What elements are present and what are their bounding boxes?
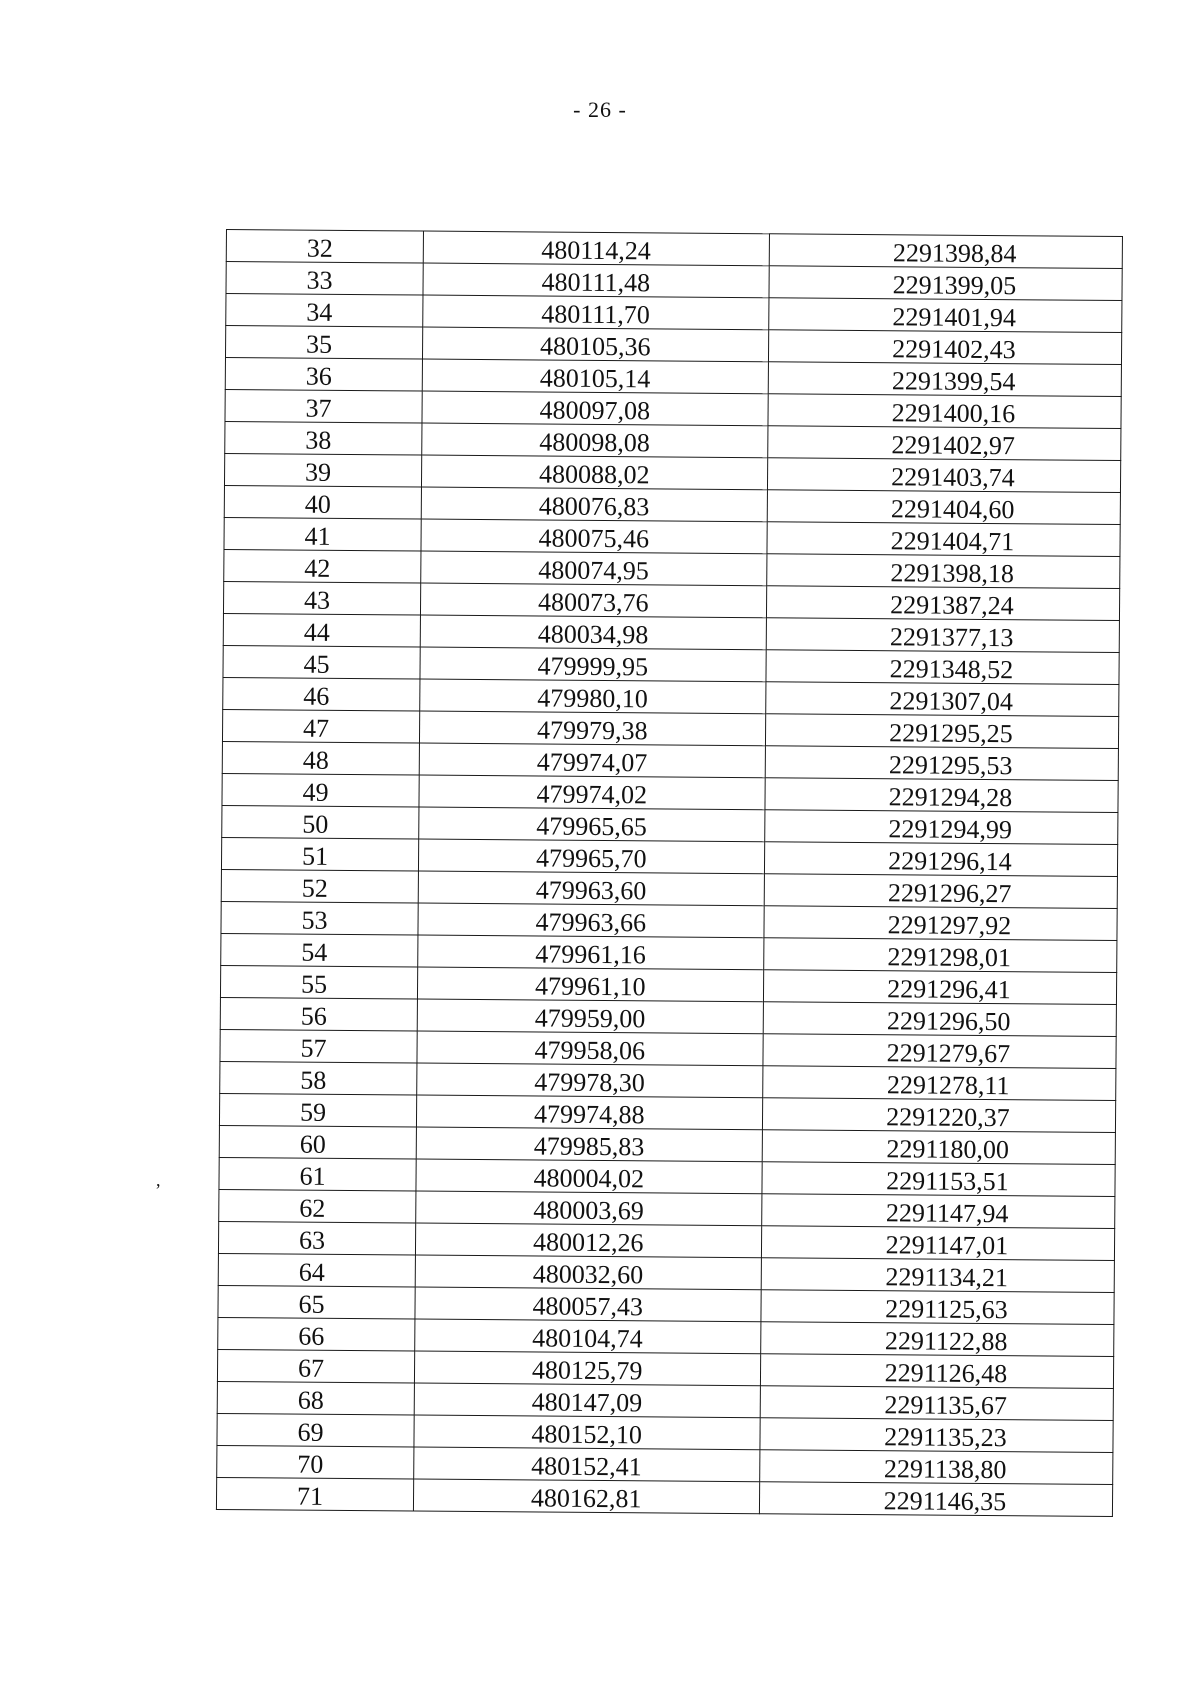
- x-coordinate-cell: 480111,70: [422, 295, 768, 330]
- point-number-cell: 46: [223, 677, 420, 711]
- point-number-cell: 69: [217, 1413, 414, 1447]
- point-number-cell: 67: [217, 1349, 414, 1383]
- y-coordinate-cell: 2291294,28: [765, 778, 1118, 813]
- y-coordinate-cell: 2291400,16: [768, 394, 1121, 429]
- y-coordinate-cell: 2291398,18: [766, 554, 1119, 589]
- point-number-cell: 48: [222, 741, 419, 775]
- stray-mark: ,: [156, 1170, 161, 1190]
- point-number-cell: 68: [217, 1381, 414, 1415]
- y-coordinate-cell: 2291146,35: [759, 1482, 1112, 1517]
- point-number-cell: 44: [223, 613, 420, 647]
- y-coordinate-cell: 2291134,21: [761, 1258, 1114, 1293]
- point-number-cell: 47: [222, 709, 419, 743]
- x-coordinate-cell: 480004,02: [416, 1159, 762, 1194]
- y-coordinate-cell: 2291295,53: [765, 746, 1118, 781]
- point-number-cell: 59: [219, 1093, 416, 1127]
- point-number-cell: 65: [218, 1285, 415, 1319]
- point-number-cell: 51: [221, 837, 418, 871]
- point-number-cell: 40: [224, 485, 421, 519]
- point-number-cell: 66: [218, 1317, 415, 1351]
- x-coordinate-cell: 480032,60: [415, 1255, 761, 1290]
- x-coordinate-cell: 480076,83: [421, 487, 767, 522]
- y-coordinate-cell: 2291296,41: [763, 970, 1116, 1005]
- point-number-cell: 70: [217, 1445, 414, 1479]
- x-coordinate-cell: 479974,07: [419, 743, 765, 778]
- x-coordinate-cell: 480105,14: [422, 359, 768, 394]
- x-coordinate-cell: 480097,08: [422, 391, 768, 426]
- x-coordinate-cell: 480105,36: [422, 327, 768, 362]
- y-coordinate-cell: 2291402,97: [767, 426, 1120, 461]
- y-coordinate-cell: 2291404,71: [767, 522, 1120, 557]
- x-coordinate-cell: 480074,95: [420, 551, 766, 586]
- x-coordinate-cell: 480098,08: [421, 423, 767, 458]
- x-coordinate-cell: 479959,00: [417, 999, 763, 1034]
- point-number-cell: 33: [226, 262, 423, 296]
- y-coordinate-cell: 2291387,24: [766, 586, 1119, 621]
- point-number-cell: 54: [221, 933, 418, 967]
- point-number-cell: 45: [223, 645, 420, 679]
- y-coordinate-cell: 2291135,23: [760, 1418, 1113, 1453]
- y-coordinate-cell: 2291297,92: [764, 906, 1117, 941]
- x-coordinate-cell: 479963,66: [418, 903, 764, 938]
- x-coordinate-cell: 479965,70: [418, 839, 764, 874]
- x-coordinate-cell: 480111,48: [423, 263, 769, 298]
- point-number-cell: 32: [226, 230, 423, 264]
- y-coordinate-cell: 2291220,37: [762, 1098, 1115, 1133]
- y-coordinate-cell: 2291298,01: [763, 938, 1116, 973]
- point-number-cell: 38: [225, 421, 422, 455]
- x-coordinate-cell: 479974,88: [416, 1095, 762, 1130]
- y-coordinate-cell: 2291295,25: [765, 714, 1118, 749]
- x-coordinate-cell: 480073,76: [420, 583, 766, 618]
- point-number-cell: 56: [220, 997, 417, 1031]
- x-coordinate-cell: 480152,10: [414, 1415, 760, 1450]
- x-coordinate-cell: 479978,30: [416, 1063, 762, 1098]
- x-coordinate-cell: 480075,46: [421, 519, 767, 554]
- point-number-cell: 36: [225, 357, 422, 391]
- point-number-cell: 42: [224, 549, 421, 583]
- y-coordinate-cell: 2291138,80: [759, 1450, 1112, 1485]
- y-coordinate-cell: 2291399,54: [768, 362, 1121, 397]
- x-coordinate-cell: 480057,43: [415, 1287, 761, 1322]
- x-coordinate-cell: 479980,10: [419, 679, 765, 714]
- x-coordinate-cell: 480088,02: [421, 455, 767, 490]
- x-coordinate-cell: 480114,24: [423, 231, 769, 266]
- point-number-cell: 41: [224, 517, 421, 551]
- y-coordinate-cell: 2291296,14: [764, 842, 1117, 877]
- y-coordinate-cell: 2291398,84: [769, 234, 1122, 269]
- x-coordinate-cell: 480012,26: [415, 1223, 761, 1258]
- y-coordinate-cell: 2291147,01: [761, 1226, 1114, 1261]
- x-coordinate-cell: 479961,16: [417, 935, 763, 970]
- x-coordinate-cell: 479958,06: [417, 1031, 763, 1066]
- y-coordinate-cell: 2291402,43: [768, 330, 1121, 365]
- x-coordinate-cell: 479985,83: [416, 1127, 762, 1162]
- point-number-cell: 71: [216, 1477, 413, 1511]
- point-number-cell: 64: [218, 1253, 415, 1287]
- point-number-cell: 37: [225, 389, 422, 423]
- x-coordinate-cell: 480034,98: [420, 615, 766, 650]
- y-coordinate-cell: 2291125,63: [761, 1290, 1114, 1325]
- point-number-cell: 39: [224, 453, 421, 487]
- x-coordinate-cell: 479999,95: [420, 647, 766, 682]
- x-coordinate-cell: 480147,09: [414, 1383, 760, 1418]
- y-coordinate-cell: 2291135,67: [760, 1386, 1113, 1421]
- y-coordinate-cell: 2291401,94: [768, 298, 1121, 333]
- point-number-cell: 35: [225, 326, 422, 360]
- point-number-cell: 61: [219, 1157, 416, 1191]
- point-number-cell: 49: [222, 773, 419, 807]
- y-coordinate-cell: 2291153,51: [762, 1162, 1115, 1197]
- point-number-cell: 58: [220, 1061, 417, 1095]
- x-coordinate-cell: 480104,74: [414, 1319, 760, 1354]
- point-number-cell: 34: [226, 294, 423, 328]
- y-coordinate-cell: 2291403,74: [767, 458, 1120, 493]
- point-number-cell: 52: [221, 869, 418, 903]
- point-number-cell: 62: [219, 1189, 416, 1223]
- point-number-cell: 57: [220, 1029, 417, 1063]
- coordinates-table: [216, 229, 1123, 1517]
- y-coordinate-cell: 2291126,48: [760, 1354, 1113, 1389]
- y-coordinate-cell: 2291307,04: [765, 682, 1118, 717]
- y-coordinate-cell: 2291294,99: [764, 810, 1117, 845]
- y-coordinate-cell: 2291279,67: [763, 1034, 1116, 1069]
- x-coordinate-cell: 480152,41: [413, 1447, 759, 1482]
- y-coordinate-cell: 2291348,52: [766, 650, 1119, 685]
- x-coordinate-cell: 479965,65: [418, 807, 764, 842]
- point-number-cell: 60: [219, 1125, 416, 1159]
- x-coordinate-cell: 480003,69: [415, 1191, 761, 1226]
- x-coordinate-cell: 479963,60: [418, 871, 764, 906]
- y-coordinate-cell: 2291404,60: [767, 490, 1120, 525]
- y-coordinate-cell: 2291278,11: [762, 1066, 1115, 1101]
- page-number: - 26 -: [573, 97, 627, 122]
- y-coordinate-cell: 2291296,27: [764, 874, 1117, 909]
- point-number-cell: 43: [223, 581, 420, 615]
- x-coordinate-cell: 479979,38: [419, 711, 765, 746]
- point-number-cell: 50: [222, 805, 419, 839]
- y-coordinate-cell: 2291296,50: [763, 1002, 1116, 1037]
- y-coordinate-cell: 2291147,94: [761, 1194, 1114, 1229]
- x-coordinate-cell: 480162,81: [413, 1479, 759, 1514]
- point-number-cell: 63: [218, 1221, 415, 1255]
- coordinates-table-body: [216, 230, 1122, 1517]
- y-coordinate-cell: 2291180,00: [762, 1130, 1115, 1165]
- x-coordinate-cell: 479974,02: [419, 775, 765, 810]
- x-coordinate-cell: 479961,10: [417, 967, 763, 1002]
- y-coordinate-cell: 2291377,13: [766, 618, 1119, 653]
- y-coordinate-cell: 2291122,88: [760, 1322, 1113, 1357]
- y-coordinate-cell: 2291399,05: [769, 266, 1122, 301]
- x-coordinate-cell: 480125,79: [414, 1351, 760, 1386]
- point-number-cell: 55: [220, 965, 417, 999]
- point-number-cell: 53: [221, 901, 418, 935]
